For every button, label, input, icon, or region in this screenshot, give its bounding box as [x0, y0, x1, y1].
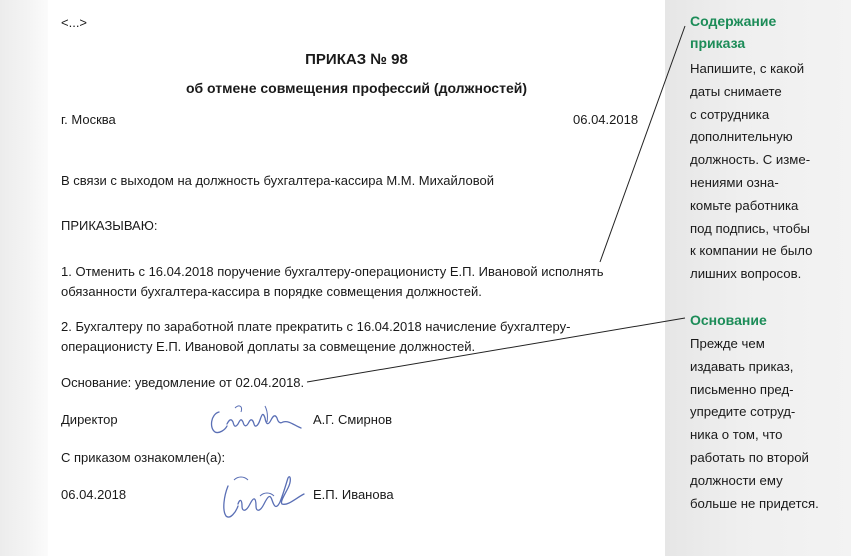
note-1-line: комьте работника [690, 197, 799, 213]
note-1-line: к компании не было [690, 243, 813, 259]
basis-line: Основание: уведомление от 02.04.2018. [61, 375, 305, 390]
note-2-line: больше не придется. [690, 495, 819, 511]
item-1-line-2: обязанности бухгалтера-кассира в порядке совмещения должностей. [61, 284, 482, 299]
item-2-line-1: 2. Бухгалтеру по заработной плате прекратить с 16.04.2018 начисление бухгалтеру- [61, 319, 571, 334]
note-2-line: Прежде чем [690, 336, 765, 351]
note-2-heading-line-1: Основание [690, 312, 767, 328]
note-2-heading [690, 309, 767, 331]
note-1-heading-line-1: Содержание [690, 13, 777, 29]
order-date: 06.04.2018 [573, 112, 639, 127]
director-name: А.Г. Смирнов [313, 412, 393, 427]
note-1-heading [690, 10, 776, 54]
order-word: ПРИКАЗЫВАЮ: [61, 218, 158, 233]
ellipsis-marker: <...> [61, 15, 88, 30]
note-1-line: с сотрудника [690, 106, 770, 122]
note-2-line: работать по второй [690, 449, 809, 465]
note-1-heading-line-2: приказа [690, 35, 746, 51]
order-title: ПРИКАЗ № 98 [305, 51, 408, 68]
item-1-line-1: 1. Отменить с 16.04.2018 поручение бухгалтеру-операционисту Е.П. Ивановой исполнять [61, 264, 604, 279]
note-2-line: должности ему [690, 472, 783, 488]
note-1-line: должность. С изме- [690, 152, 811, 168]
acquainted-label: С приказом ознакомлен(а): [61, 450, 226, 465]
ack-date: 06.04.2018 [61, 487, 127, 502]
note-2-line: ника о том, что [690, 427, 783, 443]
note-1-line: лишних вопросов. [690, 266, 802, 282]
employee-name: Е.П. Иванова [313, 487, 394, 502]
callout-line-basis [307, 318, 685, 382]
preamble: В связи с выходом на должность бухгалтера-кассира М.М. Михайловой [61, 173, 494, 188]
note-1-line: Напишите, с какой [690, 61, 805, 76]
note-1-line: даты снимаете [690, 83, 782, 99]
item-2-line-2: операционисту Е.П. Ивановой доплаты за совмещение должностей. [61, 339, 476, 354]
note-2-line: издавать приказ, [690, 358, 794, 374]
city: г. Москва [61, 112, 116, 127]
note-1-line: дополнительную [690, 129, 793, 145]
order-subtitle: об отмене совмещения профессий (должностей) [185, 80, 528, 96]
note-2-line: упредите сотруд- [690, 404, 796, 420]
note-1-line: под подпись, чтобы [690, 220, 810, 236]
note-2-body [690, 333, 840, 515]
note-2-line: письменно пред- [690, 381, 794, 397]
callout-line-content [600, 26, 685, 262]
note-1-line: нениями озна- [690, 174, 779, 190]
director-label: Директор [61, 412, 118, 427]
note-1-body [690, 58, 840, 286]
